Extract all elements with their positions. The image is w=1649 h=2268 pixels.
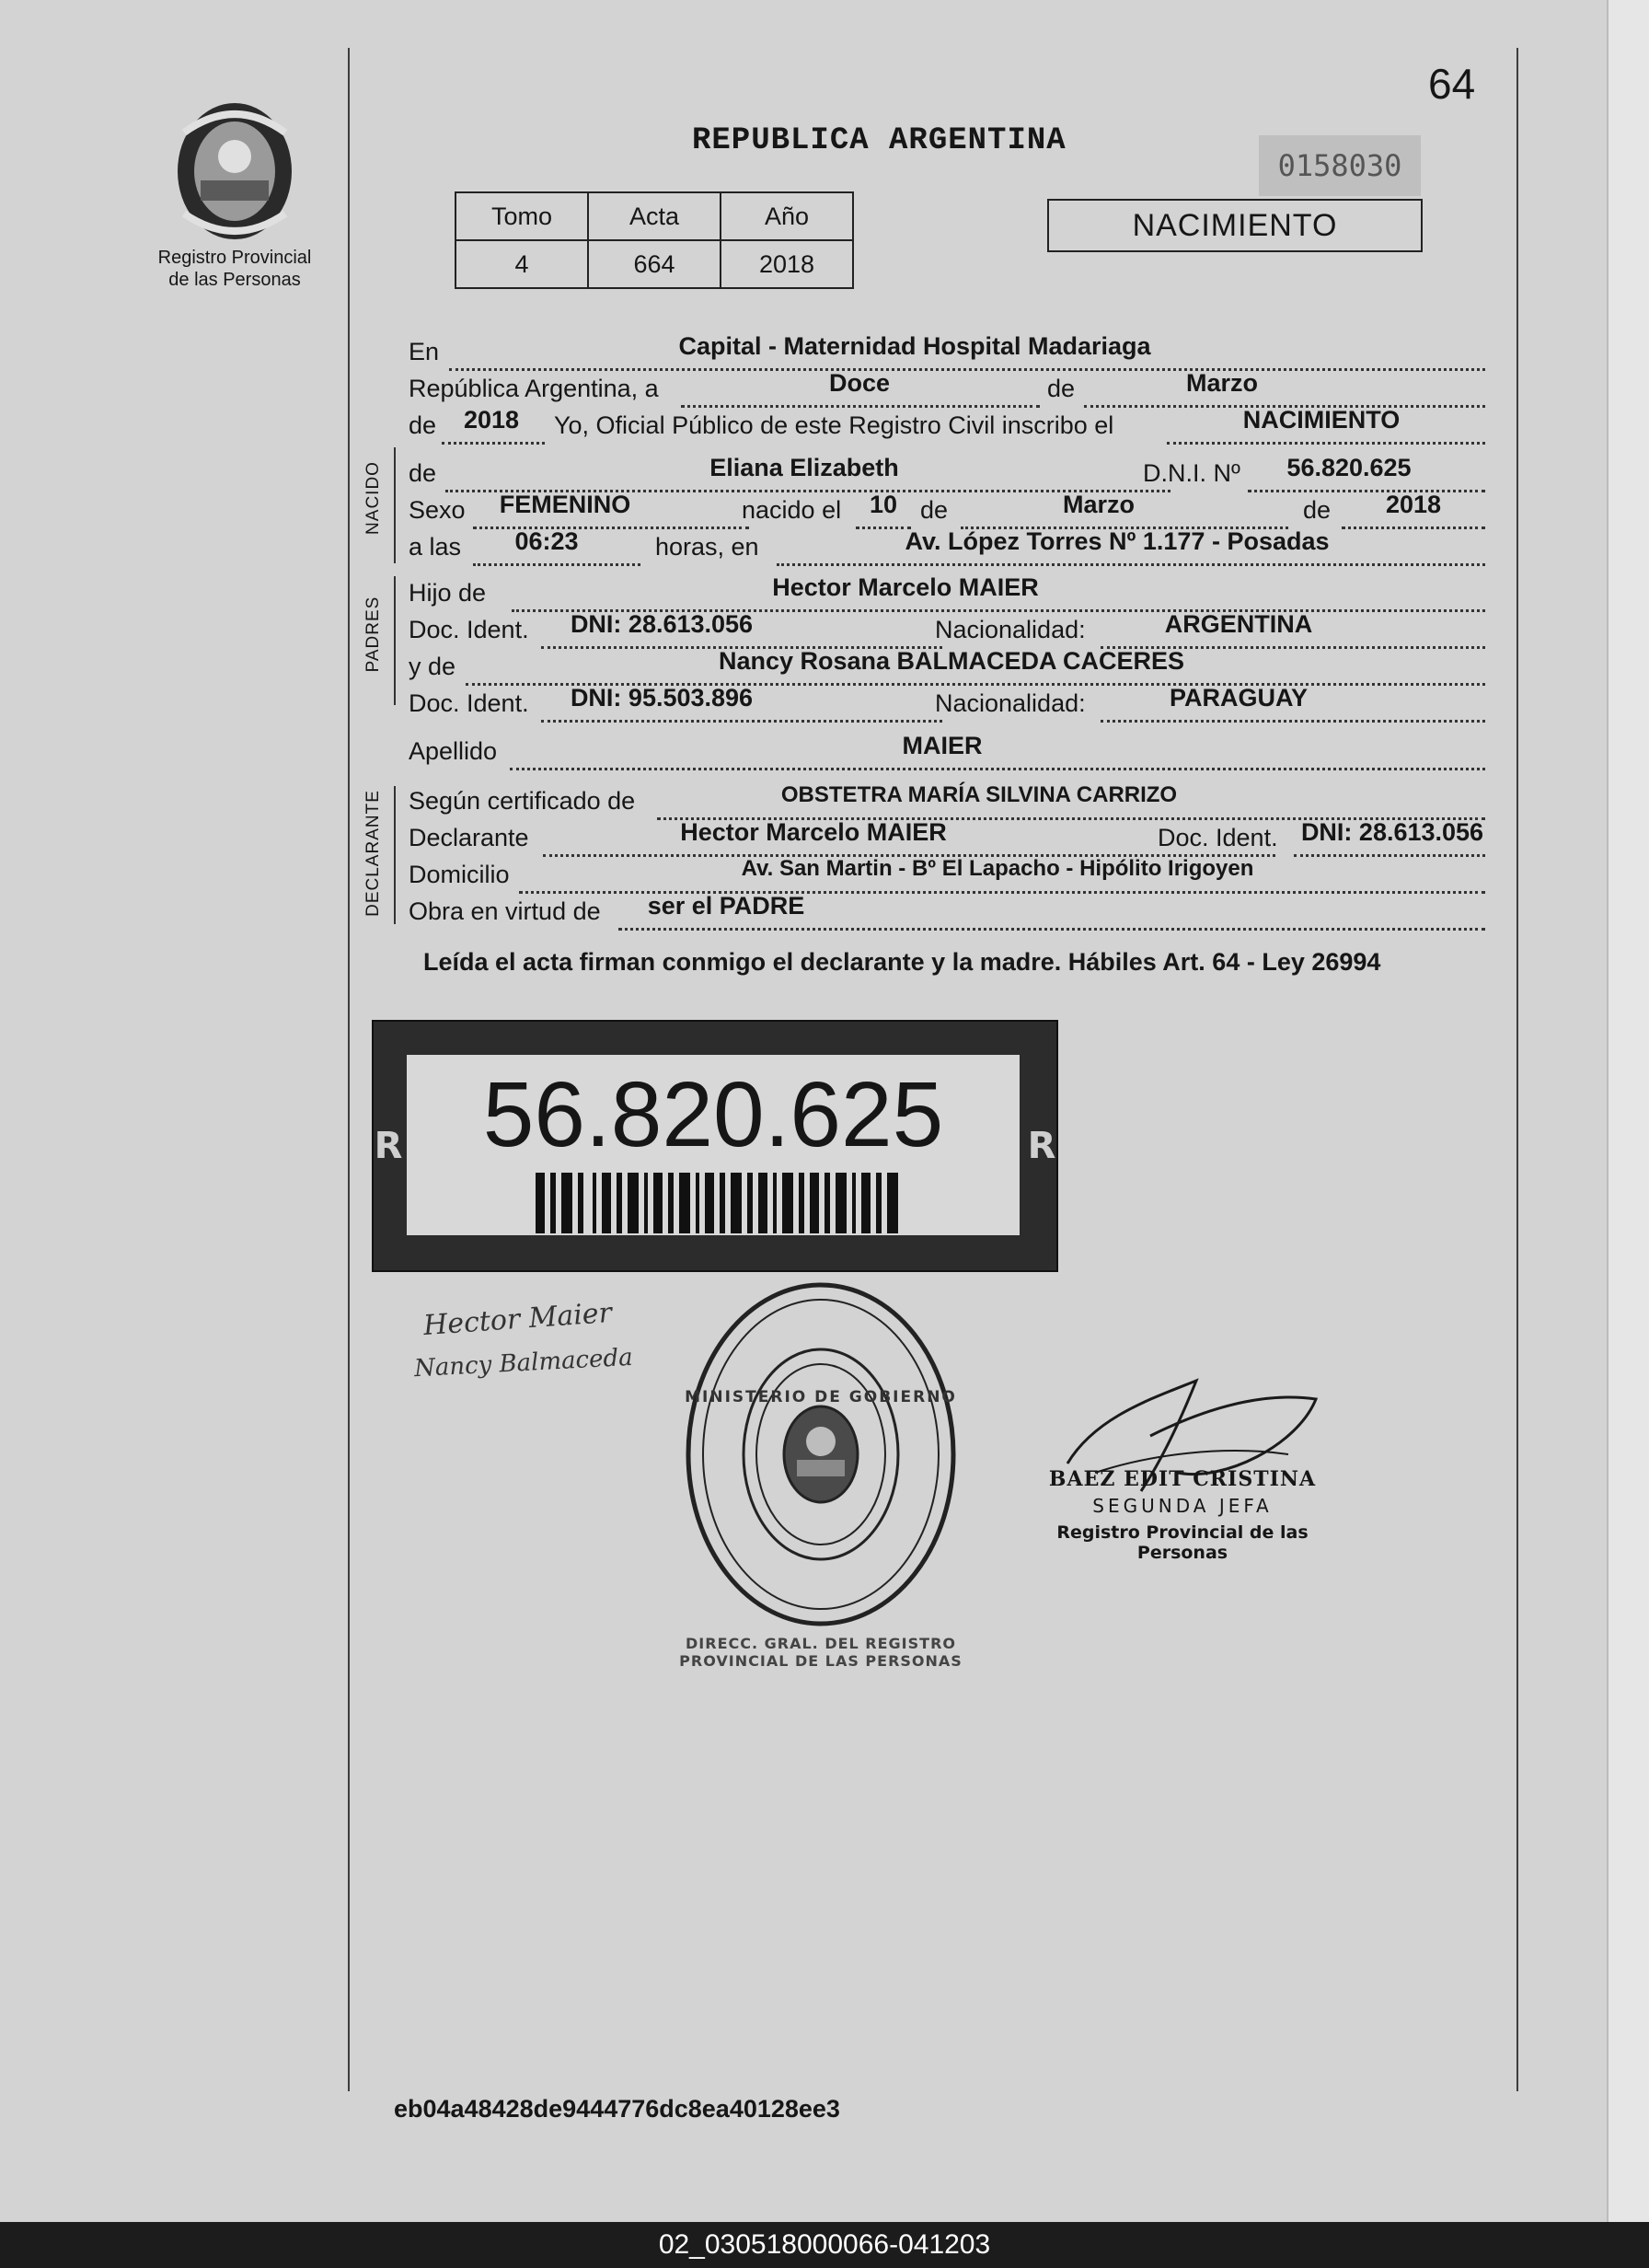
value-day: Doce: [828, 369, 891, 397]
label-hijo: Hijo de: [409, 579, 487, 607]
serial-number: 0158030: [1259, 135, 1421, 196]
value-act: NACIMIENTO: [1242, 406, 1401, 434]
value-obra: ser el PADRE: [647, 892, 805, 920]
label-sexo: Sexo: [409, 496, 466, 524]
sticker-id-number: 56.820.625: [482, 1063, 944, 1166]
record-header-tomo: Tomo: [455, 192, 588, 240]
misiones-coat-of-arms-icon: [166, 96, 304, 243]
value-father-nationality: ARGENTINA: [1164, 610, 1313, 638]
label-horas: horas, en: [655, 533, 759, 561]
sticker-edge-left: R: [374, 1125, 403, 1167]
value-birth-month: Marzo: [1062, 491, 1135, 518]
label-de: de: [409, 411, 437, 439]
label-obra: Obra en virtud de: [409, 897, 601, 925]
document-hash: eb04a48428de9444776dc8ea40128ee3: [394, 2095, 840, 2123]
logo-caption-line2: de las Personas: [168, 270, 301, 290]
label-yde: y de: [409, 653, 456, 680]
record-header-ano: Año: [721, 192, 853, 240]
value-month: Marzo: [1185, 369, 1258, 397]
record-value-ano: 2018: [721, 240, 853, 288]
record-value-acta: 664: [588, 240, 721, 288]
label-nacido: nacido el: [742, 496, 842, 524]
closing-statement: Leída el acta firman conmigo el declarante y la madre. Hábiles Art. 64 - Ley 26994: [423, 948, 1381, 976]
record-value-tomo: 4: [455, 240, 588, 288]
section-label-nacido: NACIDO: [363, 461, 383, 535]
row-hora: [409, 528, 1485, 565]
label-certificado: Según certificado de: [409, 787, 636, 815]
label-alas: a las: [409, 533, 462, 561]
value-certificado: OBSTETRA MARÍA SILVINA CARRIZO: [780, 782, 1178, 807]
document-title: REPUBLICA ARGENTINA: [692, 123, 1067, 158]
barcode-icon: [536, 1173, 904, 1233]
label-declarante: Declarante: [409, 824, 529, 851]
signature-mother: Nancy Balmaceda: [413, 1343, 634, 1383]
row-apellido: [409, 733, 1485, 770]
value-father-name: Hector Marcelo MAIER: [772, 573, 1039, 601]
value-birth-place: Av. López Torres Nº 1.177 - Posadas: [905, 527, 1330, 555]
value-apellido: MAIER: [902, 732, 983, 759]
label-doc: Doc. Ident.: [1158, 824, 1278, 851]
value-place-registration: Capital - Maternidad Hospital Madariaga: [678, 332, 1151, 360]
page-edge: [1607, 0, 1649, 2222]
authority-role: SEGUNDA JEFA: [1092, 1495, 1273, 1517]
value-child-name: Eliana Elizabeth: [709, 454, 899, 481]
value-sexo: FEMENINO: [499, 491, 631, 518]
value-declarante-doc: DNI: 28.613.056: [1300, 818, 1484, 846]
sticker-face: [407, 1055, 1020, 1235]
label-republica: República Argentina, a: [409, 375, 659, 402]
value-domicilio: Av. San Martin - Bº El Lapacho - Hipólito Irigoyen: [741, 856, 1254, 881]
label-de: de: [409, 459, 437, 487]
label-nacionalidad: Nacionalidad:: [935, 689, 1086, 717]
right-margin-line: [1516, 48, 1518, 2091]
section-label-padres: PADRES: [363, 596, 383, 673]
page-number: 64: [1428, 60, 1476, 108]
label-de: de: [1047, 375, 1076, 402]
section-label-declarante: DECLARANTE: [363, 790, 383, 917]
seal-inner-text: MINISTERIO DE GOBIERNO: [685, 1388, 957, 1406]
label-domicilio: Domicilio: [409, 861, 510, 888]
label-nacionalidad: Nacionalidad:: [935, 616, 1086, 643]
seal-outer-text: DIRECC. GRAL. DEL REGISTRO PROVINCIAL DE LAS PERSONAS: [679, 1635, 963, 1670]
signature-father: Hector Maier: [422, 1296, 613, 1343]
record-table: [455, 191, 854, 289]
value-father-doc: DNI: 28.613.056: [570, 610, 754, 638]
value-mother-doc: DNI: 95.503.896: [570, 684, 754, 712]
section-bar-nacido: [394, 447, 396, 563]
authority-organization: Registro Provincial de las Personas: [1056, 1522, 1309, 1563]
authority-name: BAEZ EDIT CRISTINA: [1048, 1467, 1317, 1491]
value-year: 2018: [463, 406, 520, 434]
row-domicilio: [409, 856, 1485, 893]
value-birth-time: 06:23: [514, 527, 579, 555]
label-en: En: [409, 338, 440, 365]
sticker-edge-right: R: [1027, 1125, 1056, 1167]
logo-caption-line1: Registro Provincial: [157, 248, 312, 268]
row-year-officer: [409, 407, 1485, 444]
scan-footer-id: 02_030518000066-041203: [658, 2229, 991, 2260]
value-child-dni: 56.820.625: [1286, 454, 1412, 481]
row-mother-doc: [409, 685, 1485, 722]
label-apellido: Apellido: [409, 737, 498, 765]
label-de: de: [1303, 496, 1332, 524]
section-bar-padres: [394, 576, 396, 705]
id-number-sticker: [372, 1020, 1058, 1272]
label-dni: D.N.I. Nº: [1143, 459, 1240, 487]
logo-caption: [138, 247, 331, 291]
record-header-acta: Acta: [588, 192, 721, 240]
label-de: de: [920, 496, 949, 524]
value-birth-year: 2018: [1385, 491, 1442, 518]
label-doc: Doc. Ident.: [409, 689, 529, 717]
act-type-box: NACIMIENTO: [1047, 199, 1423, 252]
left-margin-line: [348, 48, 350, 2091]
official-seal-icon: [683, 1279, 959, 1629]
section-bar-declarante: [394, 786, 396, 924]
value-declarante: Hector Marcelo MAIER: [680, 818, 947, 846]
value-mother-name: Nancy Rosana BALMACEDA CACERES: [718, 647, 1185, 675]
label-officer: Yo, Oficial Público de este Registro Civil inscribo el: [554, 411, 1114, 439]
value-birth-day: 10: [869, 491, 898, 518]
row-obra: [409, 893, 1485, 930]
label-doc: Doc. Ident.: [409, 616, 529, 643]
value-mother-nationality: PARAGUAY: [1169, 684, 1309, 712]
